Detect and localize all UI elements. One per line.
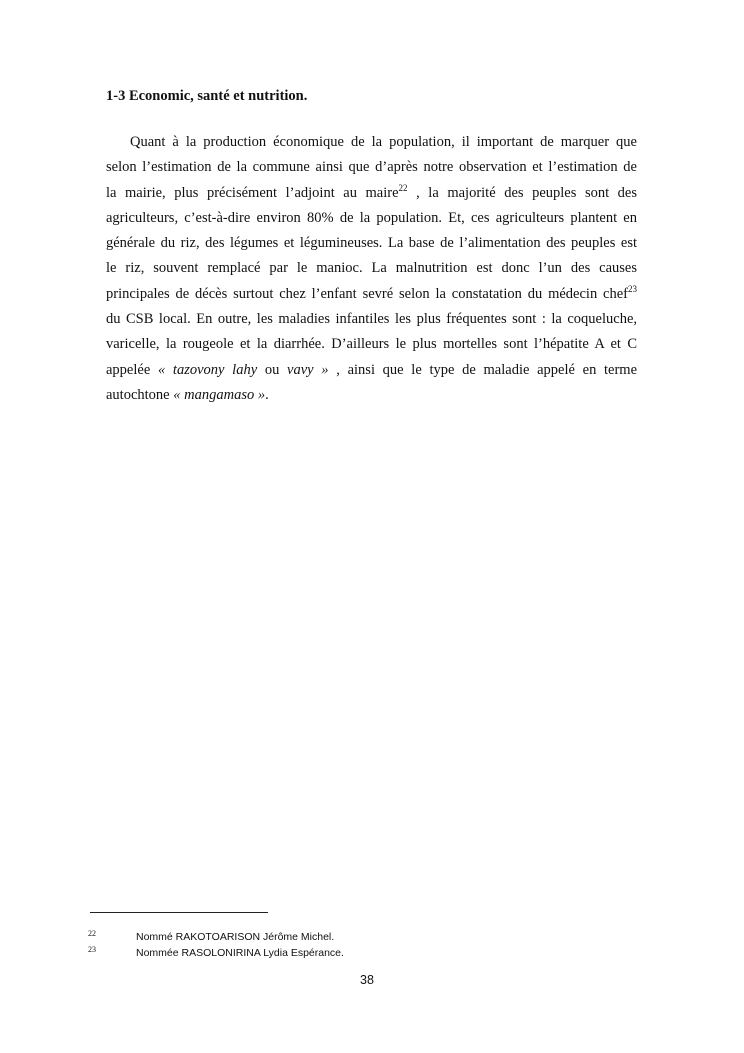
paragraph-text: la mairie, plus précisément l’adjoint au maire	[106, 184, 399, 201]
section-heading: 1-3 Economic, santé et nutrition.	[106, 88, 308, 104]
footnote-reference[interactable]: 22	[398, 182, 408, 193]
paragraph-line: agriculteurs, c’est-à-dire environ 80% de la population. Et, ces agriculteurs plantent en	[106, 209, 637, 226]
paragraph-text: ou	[264, 361, 288, 378]
paragraph-text: , la majorité des peuples sont des	[416, 184, 638, 201]
paragraph-line: générale du riz, des légumes et légumineuses. La base de l’alimentation des peuples est	[106, 235, 637, 252]
paragraph-text: .	[265, 386, 269, 403]
local-term: « mangamaso »	[173, 386, 266, 403]
footnote-number: 23	[88, 945, 96, 954]
paragraph-line	[106, 358, 637, 383]
footnote-reference[interactable]: 23	[628, 283, 637, 294]
footnote-separator	[90, 912, 268, 913]
local-term: vavy »	[287, 361, 329, 378]
paragraph-text: principales de décès surtout chez l’enfant sevré selon la constatation du médecin chef	[106, 285, 628, 302]
paragraph-line: Quant à la production économique de la population, il important de marquer que	[130, 134, 637, 150]
footnote-text: Nommée RASOLONIRINA Lydia Espérance.	[136, 947, 344, 959]
footnote-text: Nommé RAKOTOARISON Jérôme Michel.	[136, 931, 335, 943]
paragraph-line	[106, 282, 637, 307]
paragraph-line	[106, 181, 637, 206]
paragraph-line	[106, 383, 637, 408]
paragraph-text: autochtone	[106, 386, 174, 403]
paragraph-line: du CSB local. En outre, les maladies infantiles les plus fréquentes sont : la coqueluche,	[106, 311, 637, 328]
paragraph-text: appelée	[106, 361, 158, 378]
local-term: « tazovony lahy	[157, 361, 258, 378]
paragraph-line: varicelle, la rougeole et la diarrhée. D’ailleurs le plus mortelles sont l’hépatite A et C	[106, 336, 637, 353]
paragraph-text: , ainsi que le type de maladie appelé en terme	[336, 361, 638, 378]
paragraph-line: selon l’estimation de la commune ainsi que d’après notre observation et l’estimation de	[106, 159, 637, 176]
page-number: 38	[360, 973, 374, 987]
footnote-number: 22	[88, 929, 96, 938]
body-paragraph	[106, 130, 637, 408]
paragraph-line: le riz, souvent remplacé par le manioc. La malnutrition est donc l’un des causes	[106, 260, 637, 277]
